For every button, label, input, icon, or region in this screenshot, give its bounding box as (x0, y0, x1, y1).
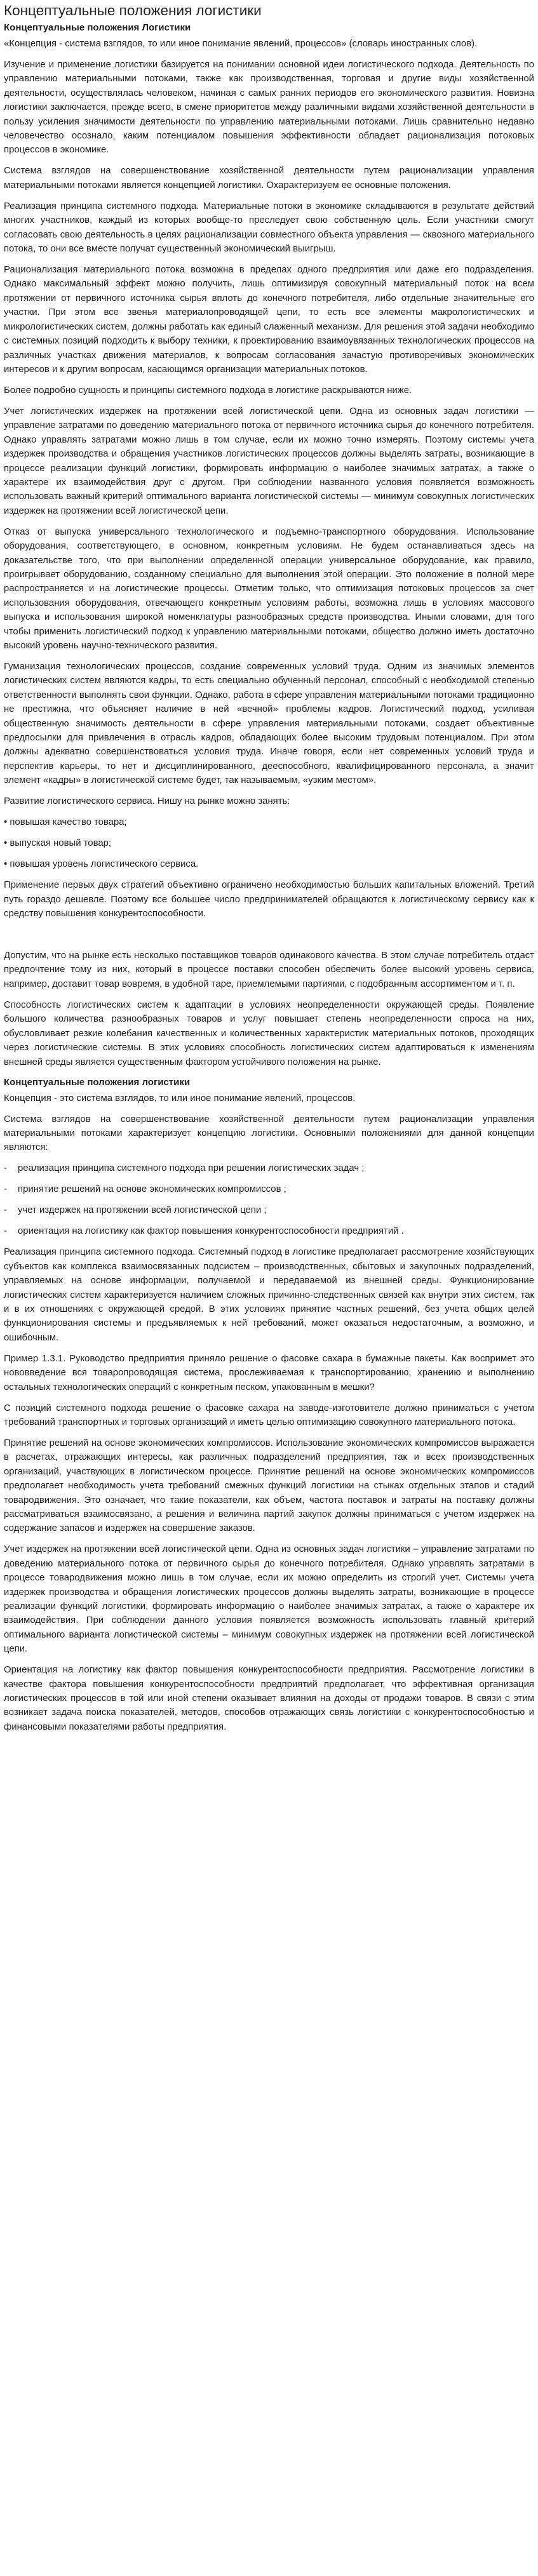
page-title: Концептуальные положения логистики (4, 3, 262, 18)
paragraph: Способность логистических систем к адаптации в условиях неопределенности окружающей среды. Появление большого количества разнообразных товаров и услуг повышает степень неопределенности спроса на них, обусловливает резкие колебания качественных и количественных характеристик материальных потоков, проходящих через логистические системы. В этих условиях способность логистических систем адаптироваться к изменениям внешней среды является существенным фактором устойчивого положения на рынке. (4, 999, 534, 1067)
paragraph: Развитие логистического сервиса. Нишу на рынке можно занять: (4, 796, 290, 807)
paragraph: Учет логистических издержек на протяжении всей логистической цепи. Одна из основных задач логистики — управление затратами по доведению материального потока от первичного источника сырья до конечного потребителя. Однако управлять затратами можно лишь в том случае, если их можно точно измерять. Поэтому системы учета издержек производства и обращения участников логистических процессов должны выделять затраты, возникающие в процессе реализации функций логистики, формировать информацию о наиболее значимых затратах, а также о характере их взаимодействия друг с другом. При соблюдении названного условия появляется возможность использовать важный критерий оптимального варианта логистической системы — минимум совокупных логистических издержек на протяжении всей логистической цепи. (4, 406, 534, 516)
paragraph: Применение первых двух стратегий объективно ограничено необходимостью больших капитальных вложений. Третий путь гораздо дешевле. Поэтому все большее число предпринимателей обращаются к логистическому сервису как к средству повышения конкурентоспособности. (4, 880, 534, 919)
paragraph: Гуманизация технологических процессов, создание современных условий труда. Одним из значимых элементов логистических систем являются кадры, то есть специально обученный персонал, способный с необходимой степенью ответственности выполнять свои функции. Однако, работа в сфере управления материальными потоками традиционно не престижна, что объясняет наличие в ней «вечной» проблемы кадров. Логистический подход, усиливая общественную значимость деятельности в сфере управления материальными потоками, создает объективные предпосылки для привлечения в отрасль кадров, обладающих более высоким трудовым потенциалом. При этом должны адекватно совершенствоваться условия труда. Иначе говоря, если нет современных условий труда и перспектив карьеры, то нет и дисциплинированного, дееспособного, квалифицированного персонала, а значит элемент «кадры» в логистической системе будет, так называемым, «узким местом». (4, 662, 534, 786)
paragraph: Ориентация на логистику как фактор повышения конкурентоспособности предприятия. Рассмотрение логистики в качестве фактора повышения конкурентоспособности предприятий предполагает, что эффективная организация логистических процессов в той или иной степени оказывает влияния на доходы от продажи товаров. В связи с этим возникает задача поиска показателей, методов, способов отражающих связь логистики с конкурентоспособностью и финансовыми показателями работы предприятия. (4, 1665, 534, 1732)
paragraph: Концепция - это система взглядов, то или иное понимание явлений, процессов. (4, 1093, 356, 1104)
paragraph: Рационализация материального потока возможна в пределах одного предприятия или даже его подразделения. Однако максимальный эффект можно получить, лишь оптимизируя совокупный материальный поток на всем протяжении от первичного источника сырья вплоть до конечного потребителя, либо отдельные значительные его участки. При этом все звенья материалопроводящей цепи, то есть все элементы макрологистических и микрологистических систем, должны работать как единый слаженный механизм. Для решения этой задачи необходимо с системных позиций подходить к выбору техники, к проектированию взаимоувязанных технологических процессов на различных участках движения материалов, к вопросам согласования зачастую противоречивых экономических интересов и к другим вопросам, касающимся организации материальных потоков. (4, 265, 534, 375)
paragraph: Принятие решений на основе экономических компромиссов. Использование экономических компромиссов выражается в расчетах, отражающих интересы, как различных подразделений предприятия, так и всех производственных организаций, участвующих в логистическом процессе. Принятие решений на основе экономических компромиссов предполагает необходимость учета требований смежных функций логистики на стыках отдельных этапов и стадий товародвижения. Это означает, что такие показатели, как объем, частота поставок и затраты на поставку должны рассматриваться взаимосвязано, а решения и величина партий закупок должны приниматься с учетом издержек на содержание запасов и издержек на совершение заказов. (4, 1438, 534, 1534)
paragraph: Более подробно сущность и принципы системного подхода в логистике раскрываются ниже. (4, 385, 412, 396)
paragraph: Допустим, что на рынке есть несколько поставщиков товаров одинакового качества. В этом случае потребитель отдаст предпочтение тому из них, который в процессе поставки способен обеспечить более высокий уровень сервиса, например, доставит товар вовремя, в удобной таре, приемлемыми партиями, с подобранным ассортиментом и т. п. (4, 951, 534, 989)
paragraph: Система взглядов на совершенствование хозяйственной деятельности путем рационализации управления материальными потоками характеризует концепцию логистики. Основными положениями для данной концепции являются: (4, 1114, 534, 1153)
list-item: • повышая уровень логистического сервиса. (4, 857, 534, 871)
paragraph: Изучение и применение логистики базируется на понимании основной идеи логистического подхода. Деятельность по управлению материальными потоками, также как производственная, торговая и другие виды хозяйственной деятельности, осуществлялась человеком, начиная с самых ранних периодов его экономического развития. Новизна логистики заключается, прежде всего, в смене приоритетов между различными видами хозяйственной деятельности в пользу усиления значимости деятельности по управлению материальными потоками. Лишь сравнительно недавно человечество осознало, каким потенциалом повышения эффективности обладает рационализация потоковых процессов в экономике. (4, 60, 534, 156)
section-heading-1: Концептуальные положения Логистики (4, 22, 191, 33)
section-heading-2: Концептуальные положения логистики (4, 1076, 191, 1088)
list-item: - ориентация на логистику как фактор повышения конкурентоспособности предприятий . (4, 1224, 534, 1238)
paragraph: Пример 1.3.1. Руководство предприятия приняло решение о фасовке сахара в бумажные пакеты. Как воспримет это нововведение вся товаропроводящая система, прослеживаемая к транспортированию, хранению и выполнению остальных технологических операций с конкретным песком, упакованным в мешки? (4, 1353, 534, 1392)
spacer-paragraph (4, 928, 534, 942)
paragraph: Реализация принципа системного подхода. Материальные потоки в экономике складываются в результате действий многих участников, каждый из которых вообще-то преследует свою собственную цель. Если участники смогут согласовать свою деятельность в целях рационализации совместного объекта управления — сквозного материального потока, то они все вместе получат существенный экономический выигрыш. (4, 201, 534, 255)
paragraph: Система взглядов на совершенствование хозяйственной деятельности путем рационализации управления материальными потоками является концепцией логистики. Охарактеризуем ее основные положения. (4, 166, 534, 190)
paragraph: Реализация принципа системного подхода. Системный подход в логистике предполагает рассмотрение хозяйствующих субъектов как комплекса взаимосвязанных подсистем – производственных, сбытовых и закупочных подразделений, управляемых на основе информации, получаемой и передаваемой из внешней среды. Функционирование логистических систем характеризуется наличием сложных причинно-следственных связей как внутри этих систем, так и в их отношениях с окружающей средой. В этих условиях принятие частных решений, без учета общих целей функционирования системы и предъявляемых к ней требований, может оказаться недостаточным, а возможно, и ошибочным. (4, 1247, 534, 1343)
bullet-list (4, 815, 534, 871)
list-item: - реализация принципа системного подхода при решении логистических задач ; (4, 1161, 534, 1175)
list-item: - учет издержек на протяжении всей логистической цепи ; (4, 1203, 534, 1217)
list-item: • выпуская новый товар; (4, 836, 534, 850)
paragraph: С позиций системного подхода решение о фасовке сахара на заводе-изготовителе должно приниматься с учетом требований транспортных и торговых организаций и иметь целью оптимизацию совокупного материального потока. (4, 1403, 534, 1427)
list-item: - принятие решений на основе экономических компромиссов ; (4, 1182, 534, 1196)
list-item: • повышая качество товара; (4, 815, 534, 829)
dash-list (4, 1161, 534, 1238)
paragraph: «Концепция - система взглядов, то или иное понимание явлений, процессов» (словарь иностранных слов). (4, 39, 478, 49)
paragraph: Отказ от выпуска универсального технологического и подъемно-транспортного оборудования. Использование оборудования, соответствующего, в основном, конкретным условиям. Не будем останавливаться здесь на доказательстве того, что при выполнении определенной операции универсальное оборудование, как правило, проигрывает оборудованию, созданному специально для выполнения этой операции. Это положение в полной мере распространяется и на логистические процессы. Отметим только, что оптимизация потоковых процессов за счет использования оборудования, отвечающего конкретным условиям работы, возможна лишь в условиях массового выпуска и использования широкой номенклатуры разнообразных средств производства. Иными словами, для того чтобы применить логистический подход к управлению материальными потоками, общество должно иметь достаточно высокий уровень научно-технического развития. (4, 526, 534, 651)
paragraph: Учет издержек на протяжении всей логистической цепи. Одна из основных задач логистики – управление затратами по доведению материального потока от первичного сырья до конечного потребителя. Однако управлять затратами в процессе товародвижения можно лишь в том случае, если их можно определить из строгий учет. Системы учета издержек производства и обращения логистических процессов должны выделять затраты, возникающие в процессе реализации функций логистики, формировать информацию о наиболее значимых затратах, а также о характере их взаимодействия. При соблюдении данного условия появляется возможность использовать главный критерий оптимального варианта логистической системы – минимум совокупных издержек на протяжении всей логистической цепи. (4, 1544, 534, 1655)
